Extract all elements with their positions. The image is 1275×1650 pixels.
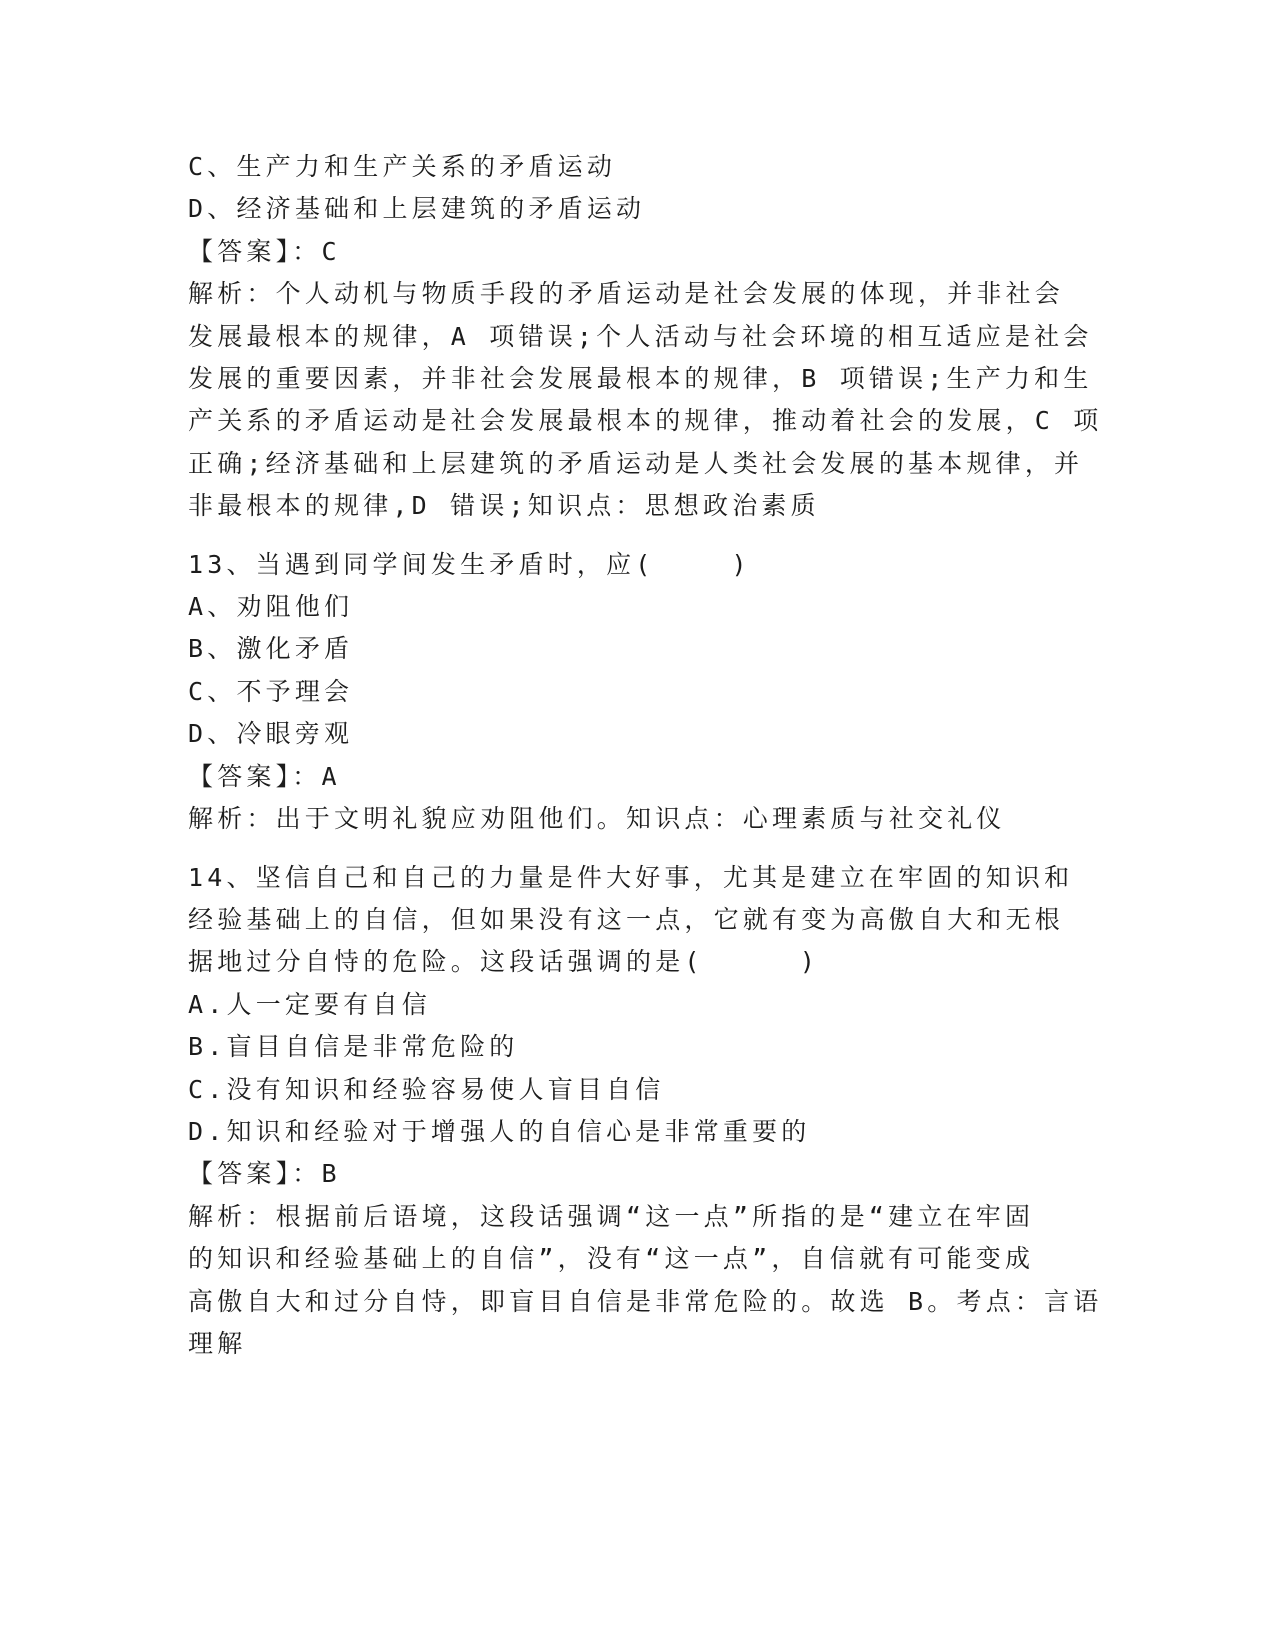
option-a: A、劝阻他们 <box>188 592 354 622</box>
question-text: 经验基础上的自信，但如果没有这一点，它就有变为高傲自大和无根 <box>188 904 1065 934</box>
analysis-line: 高傲自大和过分自恃，即盲目自信是非常危险的。故选 B。考点：言语 <box>188 1286 1103 1316</box>
spacer <box>188 841 1088 857</box>
analysis-line: 解析：根据前后语境，这段话强调“这一点”所指的是“建立在牢固 <box>188 1201 1035 1231</box>
analysis-line: 解析：个人动机与物质手段的矛盾运动是社会发展的体现，并非社会 <box>188 279 1065 309</box>
analysis-line: 发展的重要因素，并非社会发展最根本的规律，B 项错误;生产力和生 <box>188 364 1093 394</box>
option-d: D、经济基础和上层建筑的矛盾运动 <box>188 194 646 224</box>
analysis-line: 理解 <box>188 1328 247 1358</box>
question-12-block <box>188 146 1103 528</box>
option-b: B.盲目自信是非常危险的 <box>188 1032 519 1062</box>
question-text: 13、当遇到同学间发生矛盾时，应( ) <box>188 549 751 579</box>
option-c: C、不予理会 <box>188 676 354 706</box>
question-13-block <box>188 544 1088 841</box>
analysis-line: 正确;经济基础和上层建筑的矛盾运动是人类社会发展的基本规律，并 <box>188 448 1084 478</box>
option-b: B、激化矛盾 <box>188 634 354 664</box>
answer-line: 【答案】：A <box>188 761 341 791</box>
option-d: D、冷眼旁观 <box>188 719 354 749</box>
document-page <box>188 146 1103 1365</box>
answer-line: 【答案】：B <box>188 1159 341 1189</box>
answer-line: 【答案】：C <box>188 236 341 266</box>
analysis-line: 非最根本的规律,D 错误;知识点：思想政治素质 <box>188 491 820 521</box>
option-c: C.没有知识和经验容易使人盲目自信 <box>188 1074 665 1104</box>
option-c: C、生产力和生产关系的矛盾运动 <box>188 152 617 181</box>
option-a: A.人一定要有自信 <box>188 989 431 1019</box>
analysis-line: 产关系的矛盾运动是社会发展最根本的规律，推动着社会的发展，C 项 <box>188 406 1103 436</box>
analysis-line: 的知识和经验基础上的自信”，没有“这一点”，自信就有可能变成 <box>188 1244 1035 1274</box>
question-text: 据地过分自恃的危险。这段话强调的是( ) <box>188 947 820 977</box>
question-text: 14、坚信自己和自己的力量是件大好事，尤其是建立在牢固的知识和 <box>188 862 1074 892</box>
analysis-line: 解析：出于文明礼貌应劝阻他们。知识点：心理素质与社交礼仪 <box>188 804 1006 834</box>
spacer <box>188 528 1088 544</box>
option-d: D.知识和经验对于增强人的自信心是非常重要的 <box>188 1116 811 1146</box>
analysis-line: 发展最根本的规律，A 项错误;个人活动与社会环境的相互适应是社会 <box>188 321 1093 351</box>
question-14-block <box>188 857 1103 1366</box>
